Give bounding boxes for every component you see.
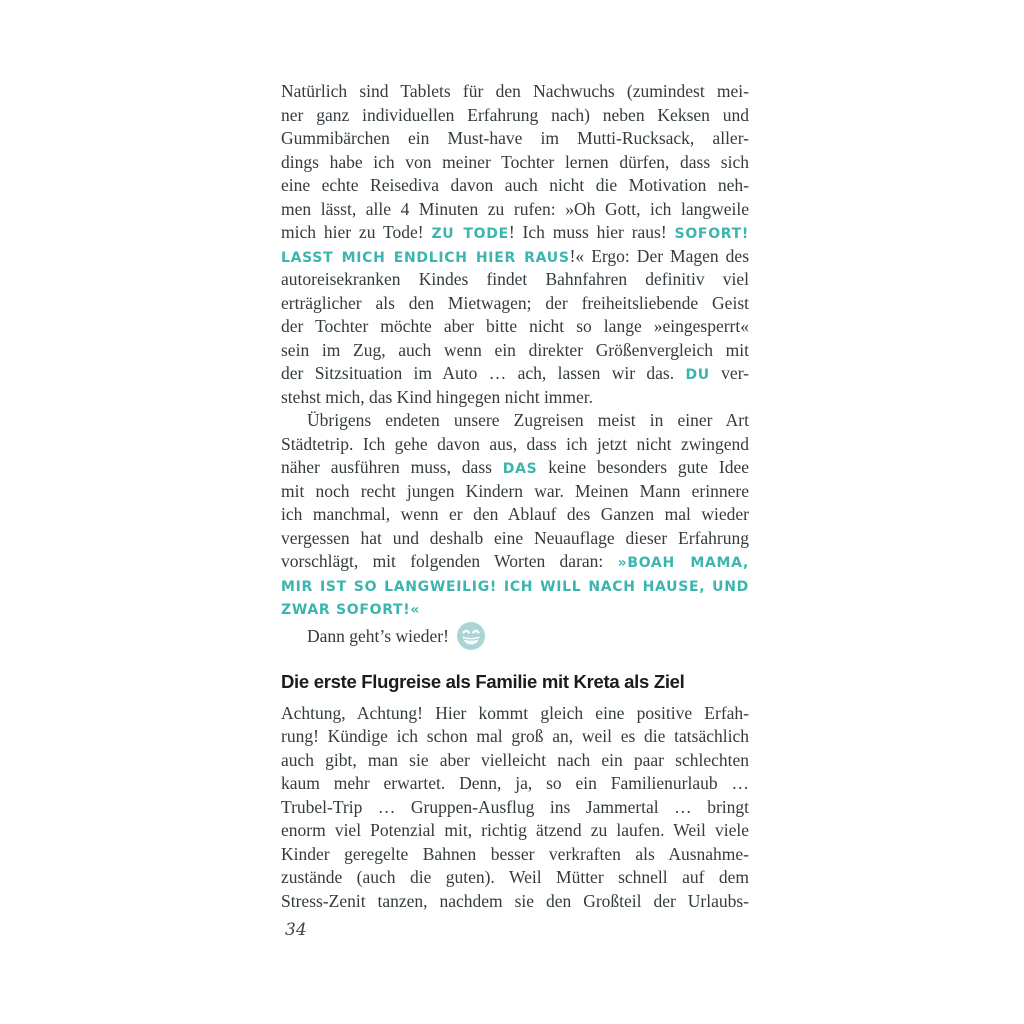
- text-line: [281, 268, 749, 292]
- highlight-text: ZU TODE: [431, 226, 509, 242]
- text-line: [281, 315, 749, 339]
- body-text: zustände (auch die guten). Weil Mütter schnell auf dem: [281, 867, 749, 887]
- highlight-text: MIR IST SO LANGWEILIG! ICH WILL NACH HAUSE, UND: [281, 578, 749, 595]
- body-text: ver-: [709, 363, 749, 383]
- text-line: [281, 866, 749, 890]
- body-text: Kinder geregelte Bahnen besser verkraften als Ausnahme-: [281, 843, 749, 864]
- body-text: ! Ich muss hier raus!: [508, 222, 675, 242]
- page-number: 34: [285, 920, 307, 940]
- body-text: eine echte Reisediva davon auch nicht die Motivation neh-: [281, 175, 749, 195]
- text-line: [281, 890, 749, 914]
- paragraph: [281, 409, 749, 621]
- text-line: [281, 339, 749, 363]
- body-text: auch gibt, man sie aber vielleicht nach ein paar schlechten: [281, 749, 749, 770]
- body-text: mit noch recht jungen Kindern war. Meinen Mann erinnere: [281, 480, 749, 501]
- body-text: der Sitzsituation im Auto … ach, lassen wir das.: [281, 363, 686, 383]
- body-text: autoreisekranken Kindes findet Bahnfahren definitiv viel: [281, 269, 749, 289]
- highlight-text: LASST MICH ENDLICH HIER RAUS: [281, 249, 570, 266]
- text-line: [281, 749, 749, 773]
- highlight-text: SOFORT!: [674, 226, 749, 242]
- body-text: Natürlich sind Tablets für den Nachwuchs (zumindest mei-: [281, 81, 749, 101]
- section-heading: Die erste Flugreise als Familie mit Kreta als Ziel: [281, 670, 685, 692]
- text-line: [281, 409, 749, 433]
- paragraphs-bottom: [281, 702, 749, 914]
- text-column: [281, 80, 749, 913]
- body-text: !« Ergo: Der Magen des: [569, 245, 750, 266]
- body-text: ich manchmal, wenn er den Ablauf des Ganzen mal wieder: [281, 504, 749, 524]
- text-line: [281, 843, 749, 867]
- body-text: Stress-Zenit tanzen, nachdem sie den Großteil der Urlaubs-: [281, 890, 749, 911]
- text-line: [281, 796, 749, 820]
- text-line: [281, 174, 749, 198]
- body-text: enorm viel Potenzial mit, richtig ätzend zu laufen. Weil viele: [281, 820, 749, 840]
- text-line: [281, 702, 749, 726]
- text-line: [281, 127, 749, 151]
- text-line: [281, 245, 749, 269]
- body-text: Gummibärchen ein Must-have im Mutti-Rucksack, aller-: [281, 128, 749, 148]
- body-text: sein im Zug, auch wenn ein direkter Größenvergleich mit: [281, 339, 749, 360]
- laughing-face-emoji: [456, 621, 486, 651]
- text-line: [281, 80, 749, 104]
- text-line: [281, 772, 749, 796]
- body-text: mich hier zu Tode!: [281, 222, 432, 242]
- text-line: [281, 386, 749, 410]
- text-line: [281, 597, 749, 621]
- body-text: vergessen hat und deshalb eine Neuauflage dieser Erfahrung: [281, 527, 749, 548]
- highlight-text: DU: [685, 367, 710, 383]
- body-text: vorschlägt, mit folgenden Worten daran:: [281, 551, 618, 571]
- text-line: [281, 480, 749, 504]
- body-text: ner ganz individuellen Erfahrung nach) neben Keksen und: [281, 104, 749, 125]
- highlight-text: ZWAR SOFORT!«: [281, 602, 421, 618]
- text-line: [281, 433, 749, 457]
- closing-line-text: Dann geht’s wieder!: [307, 625, 449, 646]
- text-line: [281, 151, 749, 175]
- text-line: [281, 503, 749, 527]
- body-text: dings habe ich von meiner Tochter lernen dürfen, dass sich: [281, 151, 749, 172]
- body-text: stehst mich, das Kind hingegen nicht immer.: [281, 386, 594, 407]
- paragraphs-top: [281, 80, 749, 621]
- highlight-text: DAS: [502, 461, 538, 477]
- body-text: men lässt, alle 4 Minuten zu rufen: »Oh Gott, ich langweile: [281, 198, 749, 219]
- text-line: [281, 527, 749, 551]
- text-line: [281, 574, 749, 598]
- text-line: [281, 725, 749, 749]
- text-line: [281, 456, 749, 480]
- body-text: der Tochter möchte aber bitte nicht so lange »eingesperrt«: [281, 316, 749, 336]
- text-line: [281, 104, 749, 128]
- text-line: [281, 221, 749, 245]
- body-text: keine besonders gute Idee: [537, 457, 749, 477]
- text-line: [281, 292, 749, 316]
- closing-line: [281, 621, 749, 651]
- text-line: [281, 550, 749, 574]
- text-line: [281, 198, 749, 222]
- body-text: Städtetrip. Ich gehe davon aus, dass ich jetzt nicht zwingend: [281, 433, 749, 454]
- body-text: Trubel-Trip … Gruppen-Ausflug ins Jammertal … bringt: [281, 796, 749, 817]
- body-text: rung! Kündige ich schon mal groß an, weil es die tatsächlich: [281, 726, 749, 746]
- body-text: näher ausführen muss, dass: [281, 457, 503, 477]
- text-line: [281, 819, 749, 843]
- body-text: kaum mehr erwartet. Denn, ja, so ein Familienurlaub …: [281, 773, 749, 793]
- paragraph: [281, 702, 749, 914]
- body-text: Achtung, Achtung! Hier kommt gleich eine positive Erfah-: [281, 702, 749, 723]
- body-text: erträglicher als den Mietwagen; der freiheitsliebende Geist: [281, 292, 749, 313]
- paragraph: [281, 80, 749, 409]
- text-line: [281, 362, 749, 386]
- highlight-text: »BOAH MAMA,: [617, 555, 749, 571]
- body-text: Übrigens endeten unsere Zugreisen meist in einer Art: [307, 410, 749, 430]
